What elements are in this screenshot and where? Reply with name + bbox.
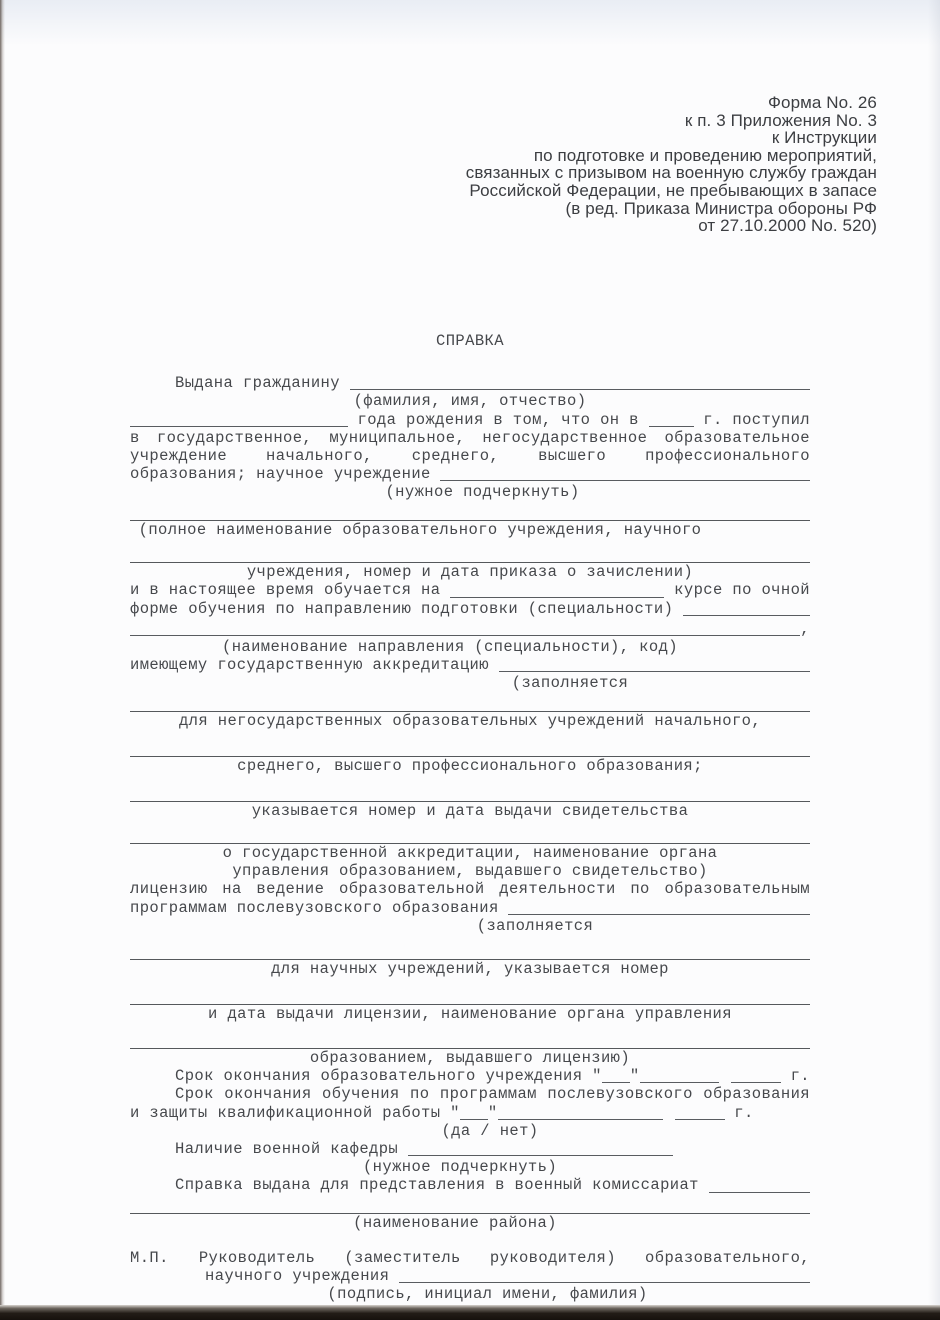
form-text-line — [130, 1267, 810, 1285]
blank-rule-line — [130, 825, 810, 844]
field-caption: (полное наименование образовательного учреждения, научного — [138, 520, 702, 539]
text-run: имеющему государственную аккредитацию — [130, 656, 499, 675]
fill-in-blank — [408, 1140, 673, 1156]
form-lines — [130, 374, 810, 1303]
header-edict-ref-line1: (в ред. Приказа Министра обороны РФ — [565, 198, 877, 218]
text-run: , — [800, 619, 810, 638]
fill-in-blank — [731, 1067, 781, 1083]
text-run: Наличие военной кафедры — [175, 1139, 408, 1158]
text-run: Выдана гражданину — [175, 374, 350, 393]
field-caption: (наименование направления (специальности), код) — [222, 638, 678, 657]
form-text-line — [130, 620, 810, 638]
fill-in-blank — [499, 656, 810, 672]
field-caption: (наименование района) — [353, 1213, 557, 1232]
fill-in-blank — [130, 411, 348, 427]
fill-in-blank — [450, 581, 664, 597]
field-caption: (да / нет) — [441, 1121, 539, 1140]
text-run: образования; научное учреждение — [130, 465, 441, 484]
scan-top-tint — [0, 0, 940, 46]
form-text-line — [130, 1104, 810, 1122]
fill-in-blank — [498, 1104, 663, 1120]
blank-rule-line — [130, 941, 810, 960]
text-run: форме обучения по направлению подготовки (специальности) — [130, 599, 683, 618]
blank-rule-line — [130, 1195, 810, 1214]
blank-rule-line — [130, 502, 810, 521]
text-run: и защиты квалификационной работы " — [130, 1103, 460, 1122]
scan-right-shade — [928, 0, 940, 1306]
text-run: научного учреждения — [205, 1267, 400, 1286]
header-instruction-ref: к Инструкции — [771, 128, 877, 148]
field-caption: управления образованием, выдавшего свидетельство) — [232, 862, 708, 881]
scan-left-edge — [0, 0, 5, 1306]
form-text-line — [130, 1176, 810, 1194]
form-text-line: Срок окончания обучения по программам послевузовского образования — [175, 1085, 810, 1104]
fill-in-blank — [460, 1104, 488, 1120]
fill-in-blank — [602, 1067, 630, 1083]
text-run: Справка выдана для представления в военный комиссариат — [175, 1176, 709, 1195]
text-run: " — [629, 1067, 640, 1086]
header-appendix-ref: к п. 3 Приложения No. 3 — [684, 110, 877, 130]
form-text-line — [130, 411, 810, 429]
text-run: программам послевузовского образования — [130, 898, 509, 917]
field-caption: учреждения, номер и дата приказа о зачислении) — [246, 563, 694, 582]
fill-in-blank — [640, 1067, 719, 1083]
form-text-line: в государственное, муниципальное, негосударственное образовательное — [130, 428, 810, 447]
form-text-line — [130, 1249, 810, 1267]
field-caption: для научных учреждений, указывается номер — [271, 960, 669, 979]
form-text-line — [130, 581, 810, 599]
form-text-line: лицензию на ведение образовательной деятельности по образовательным — [130, 880, 810, 899]
text-run: Руководитель (заместитель руководителя) образовательного, — [198, 1248, 810, 1267]
fill-in-blank — [675, 1104, 725, 1120]
field-caption: и дата выдачи лицензии, наименование органа управления — [208, 1004, 732, 1023]
text-run: и в настоящее время обучается на — [130, 581, 451, 600]
form-text-line — [130, 600, 810, 618]
form-text-line — [130, 1067, 810, 1085]
field-caption: указывается номер и дата выдачи свидетельства — [251, 801, 689, 820]
header-form-number: Форма No. 26 — [768, 93, 877, 112]
spacer — [169, 1249, 199, 1267]
text-run: г. поступил — [693, 410, 810, 429]
blank-rule-line — [130, 693, 810, 712]
field-caption: (нужное подчеркнуть) — [385, 483, 580, 502]
blank-rule-line — [130, 985, 810, 1004]
fill-in-blank — [399, 1267, 810, 1283]
scan-bottom-edge — [0, 1305, 940, 1320]
form-body — [130, 332, 810, 1304]
text-run: г. — [724, 1103, 754, 1122]
form-text-line: учреждение начального, среднего, высшего профессионального — [130, 447, 810, 466]
text-run: " — [487, 1103, 498, 1122]
field-caption: (заполняется — [511, 674, 629, 693]
fill-in-blank — [683, 600, 810, 616]
form-header-block — [466, 94, 877, 235]
form-text-line — [130, 465, 810, 483]
header-instruction-line3: Российской Федерации, не пребывающих в запасе — [469, 180, 877, 200]
spacer — [663, 1104, 675, 1122]
fill-in-blank — [440, 465, 810, 481]
header-edict-ref-line2: от 27.10.2000 No. 520) — [698, 216, 877, 236]
blank-rule-line — [130, 738, 810, 757]
blank-rule-line — [130, 544, 810, 563]
form-text-line — [130, 656, 810, 674]
text-run: года рождения в том, что он в — [347, 410, 649, 429]
fill-in-blank — [350, 374, 810, 390]
form-text-line — [130, 899, 810, 917]
field-caption: образованием, выдавшего лицензию) — [309, 1048, 631, 1067]
field-caption: для негосударственных образовательных учреждений начального, — [178, 711, 762, 730]
form-text-line — [130, 1140, 810, 1158]
field-caption: о государственной аккредитации, наименование органа — [222, 843, 718, 862]
text-run: Срок окончания образовательного учреждения " — [175, 1067, 602, 1086]
field-caption: (заполняется — [476, 916, 594, 935]
fill-in-blank — [649, 411, 694, 427]
field-caption: среднего, высшего профессионального образования; — [237, 757, 703, 776]
fill-in-blank — [508, 899, 810, 915]
field-caption: (нужное подчеркнуть) — [362, 1158, 558, 1177]
form-title: СПРАВКА — [436, 332, 504, 350]
header-instruction-line1: по подготовке и проведению мероприятий, — [533, 145, 877, 165]
text-run: г. — [780, 1067, 810, 1086]
fill-in-blank — [130, 620, 800, 636]
spacer — [719, 1067, 731, 1085]
header-instruction-line2: связанных с призывом на военную службу граждан — [465, 163, 877, 183]
blank-rule-line — [130, 1030, 810, 1049]
text-run: М.П. — [130, 1248, 169, 1267]
field-caption: (фамилия, имя, отчество) — [353, 392, 587, 411]
form-text-line — [130, 374, 810, 392]
fill-in-blank — [709, 1176, 810, 1192]
text-run: курсе по очной — [664, 581, 810, 600]
field-caption: (подпись, инициал имени, фамилия) — [327, 1285, 648, 1304]
blank-rule-line — [130, 782, 810, 801]
